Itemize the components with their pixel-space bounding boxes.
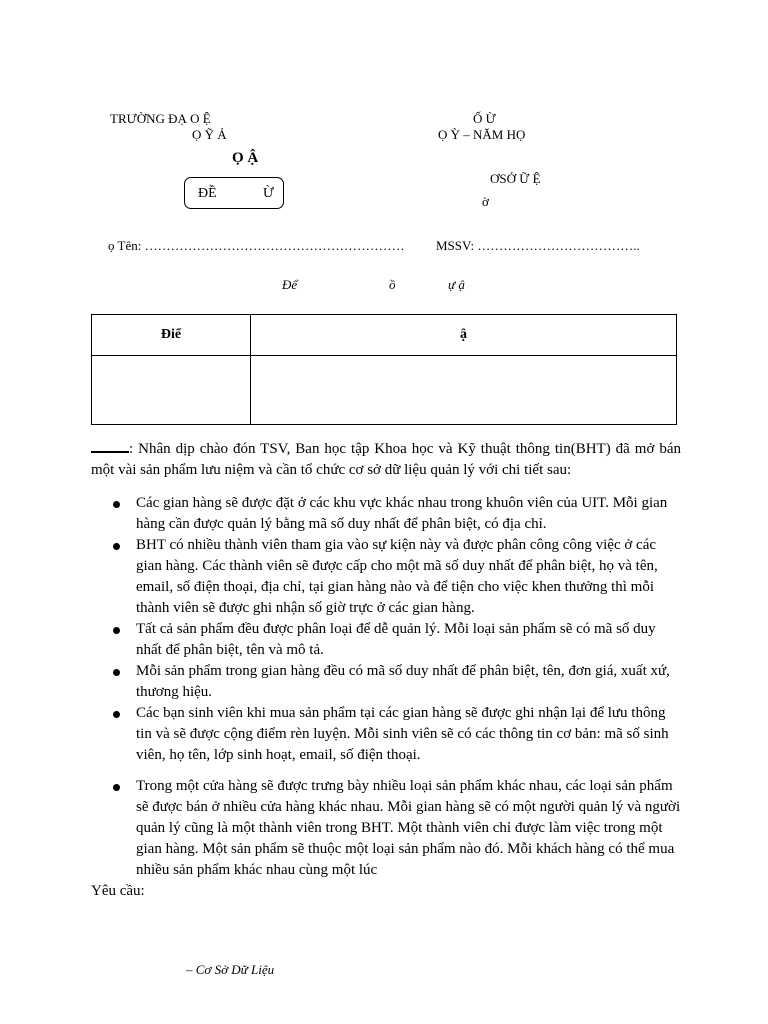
bullet-icon bbox=[113, 711, 120, 718]
student-id-line: MSSV: ……………………………….. bbox=[436, 238, 640, 253]
exam-note-3: ự ậ bbox=[448, 277, 465, 292]
course-name: ƠSỞ Ữ Ệ bbox=[490, 171, 541, 186]
requirement-list bbox=[91, 493, 681, 881]
exam-duration: ờ bbox=[482, 194, 489, 209]
school-name: TRƯỜNG ĐẠ O Ệ bbox=[110, 111, 211, 126]
intro-text: : Nhân dịp chào đón TSV, Ban học tập Khoa học và Kỹ thuật thông tin(BHT) đã mở bán một vài sản phẩm lưu niệm và cần tổ chức cơ sở dữ liệu quản lý với chi tiết sau: bbox=[91, 441, 681, 478]
list-item: Trong một cửa hàng sẽ được trưng bày nhiều loại sản phẩm khác nhau, các loại sản phẩm sẽ được bán ở nhiều cửa hàng khác nhau. Mỗi gian hàng sẽ có một người quản lý và người quản lý cũng là một thành viên trong BHT. Một thành viên chỉ được làm việc trong một gian hàng. Một sản phẩm sẽ thuộc một loại sản phẩm nào đó. Mỗi khách hàng có thể mua nhiều sản phẩm khác nhau cùng một lúc bbox=[91, 776, 681, 881]
exam-type-box bbox=[184, 177, 284, 209]
exam-title: Ố Ừ bbox=[473, 111, 496, 126]
official-label: Ọ Ậ bbox=[232, 150, 259, 166]
footer-course-name: – Cơ Sở Dữ Liệu bbox=[186, 962, 275, 977]
student-name-line: ọ Tên: …………………………………………………… bbox=[108, 238, 405, 253]
list-item: BHT có nhiều thành viên tham gia vào sự kiện này và được phân công công việc ở các gian hàng. Các thành viên sẽ được cấp cho một mã số duy nhất để phân biệt, họ và tên, email, số điện thoại, địa chỉ, tại gian hàng nào và để tiện cho việc khen thưởng thì mỗi thành viên sẽ được ghi nhận số giờ trực ở các gian hàng. bbox=[91, 535, 681, 619]
bullet-icon bbox=[113, 669, 120, 676]
list-item: Tất cả sản phẩm đều được phân loại để dễ quản lý. Mỗi loại sản phẩm sẽ có mã số duy nhất để phân biệt, tên và mô tả. bbox=[91, 619, 681, 661]
question-content bbox=[91, 437, 681, 902]
question-intro bbox=[91, 437, 681, 481]
bullet-icon bbox=[113, 784, 120, 791]
question-number-blank bbox=[91, 437, 129, 453]
exam-type-suffix: Ừ bbox=[263, 186, 274, 201]
bullet-icon bbox=[113, 543, 120, 550]
list-item: Mỗi sản phẩm trong gian hàng đều có mã số duy nhất để phân biệt, tên, đơn giá, xuất xứ, thương hiệu. bbox=[91, 661, 681, 703]
bullet-icon bbox=[113, 501, 120, 508]
score-header: Điể bbox=[92, 315, 251, 356]
faculty-name: Ọ Ỹ Ả bbox=[192, 127, 227, 142]
exam-type-label: ĐỀ bbox=[198, 186, 217, 201]
list-item: Các gian hàng sẽ được đặt ở các khu vực khác nhau trong khuôn viên của UIT. Mỗi gian hàng cần được quản lý bằng mã số duy nhất để phân biệt, có địa chỉ. bbox=[91, 493, 681, 535]
comment-header: ậ bbox=[251, 315, 677, 356]
semester-year: Ọ Ỳ – NĂM HỌ bbox=[438, 127, 526, 142]
score-cell bbox=[92, 356, 251, 425]
list-item: Các bạn sinh viên khi mua sản phẩm tại các gian hàng sẽ được ghi nhận lại để lưu thông tin và sẽ được cộng điểm rèn luyện. Mỗi sinh viên sẽ có các thông tin cơ bản: mã số sinh viên, họ tên, lớp sinh hoạt, email, số điện thoại. bbox=[91, 703, 681, 766]
comment-cell bbox=[251, 356, 677, 425]
exam-note-1: Để bbox=[282, 277, 298, 292]
exam-note-2: ồ bbox=[389, 277, 396, 292]
grade-table bbox=[91, 314, 677, 425]
bullet-icon bbox=[113, 627, 120, 634]
requirement-label: Yêu cầu: bbox=[91, 883, 145, 899]
